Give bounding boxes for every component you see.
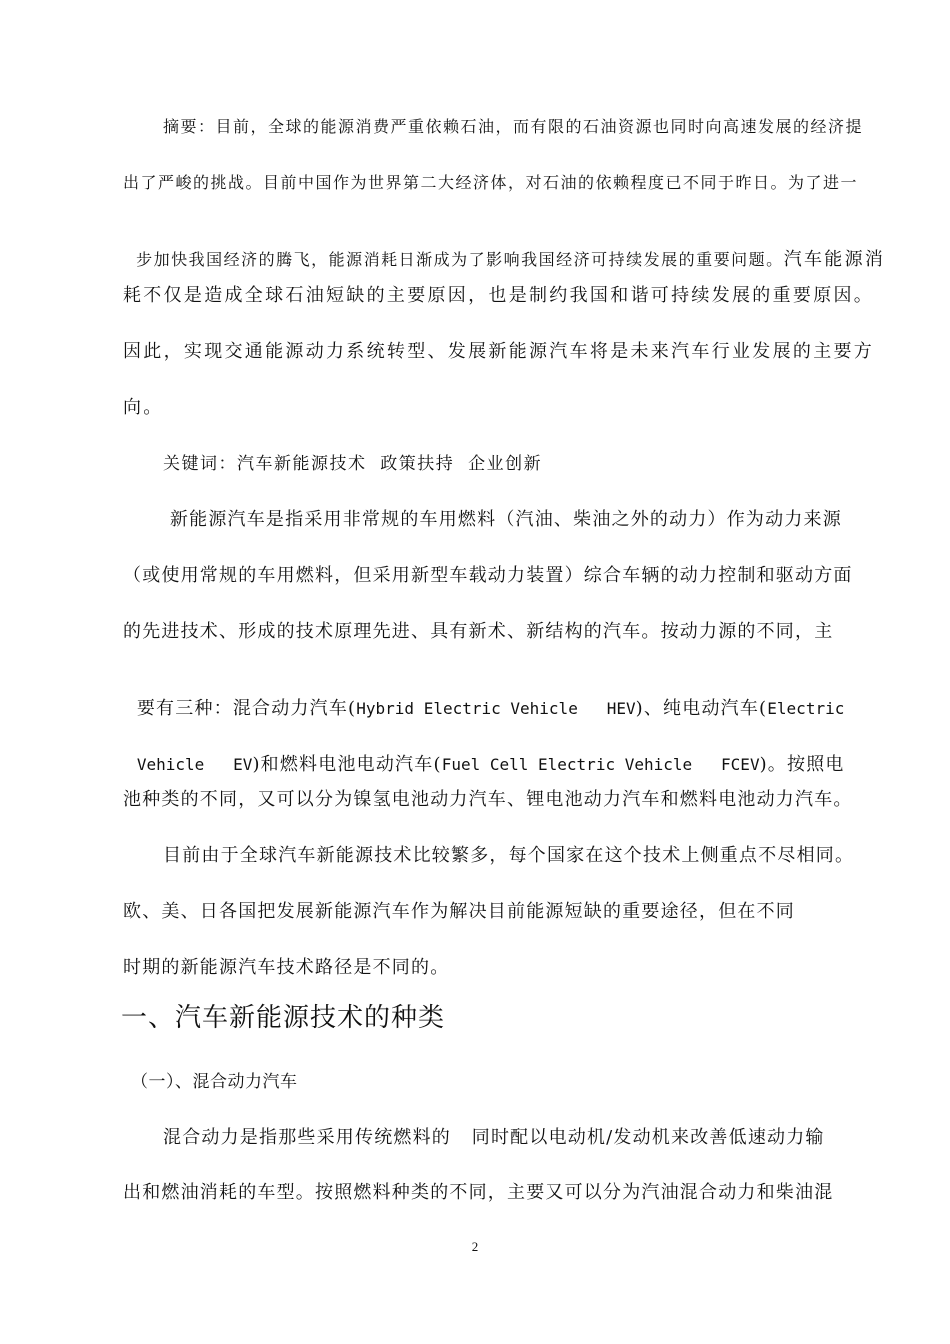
- intro-fcev-term: Fuel Cell Electric Vehicle FCEV: [441, 755, 760, 774]
- para2-line-1: 目前由于全球汽车新能源技术比较繁多，每个国家在这个技术上侧重点不尽相同。: [163, 845, 855, 866]
- intro-line-5-a: )和燃料电池电动汽车(: [252, 754, 442, 775]
- abstract-line-3-a: 步加快我国经济的腾飞，能源消耗日渐成为了影响我国经济可持续发展的重要问题。: [136, 250, 784, 269]
- section-heading: 一、汽车新能源技术的种类: [121, 1003, 446, 1033]
- abstract-line-5: 因此，实现交通能源动力系统转型、发展新能源汽车将是未来汽车行业发展的主要方: [123, 341, 875, 362]
- para3-line-1: 混合动力是指那些采用传统燃料的 同时配以电动机/发动机来改善低速动力输: [163, 1127, 825, 1148]
- intro-line-4: [123, 673, 844, 720]
- intro-line-5-b: )。按照电: [759, 754, 845, 775]
- intro-line-1: 新能源汽车是指采用非常规的车用燃料（汽油、柴油之外的动力）作为动力来源: [163, 509, 842, 530]
- para2-line-2: 欧、美、日各国把发展新能源汽车作为解决目前能源短缺的重要途径，但在不同: [123, 901, 795, 922]
- keywords-line: 关键词：汽车新能源技术 政策扶持 企业创新: [163, 454, 543, 474]
- intro-line-6: 池种类的不同，又可以分为镍氢电池动力汽车、锂电池动力汽车和燃料电池动力汽车。: [123, 789, 853, 810]
- abstract-line-2: 出了严峻的挑战。目前中国作为世界第二大经济体，对石油的依赖程度已不同于昨日。为了进一: [123, 173, 859, 192]
- intro-line-2: （或使用常规的车用燃料，但采用新型车载动力装置）综合车辆的动力控制和驱动方面: [123, 565, 853, 586]
- intro-line-4-b: )、纯电动汽车(: [635, 698, 768, 719]
- abstract-line-4: 耗不仅是造成全球石油短缺的主要原因，也是制约我国和谐可持续发展的重要原因。: [123, 285, 875, 306]
- intro-electric-term: Electric: [767, 699, 845, 718]
- subsection-heading: （一）、混合动力汽车: [131, 1072, 298, 1092]
- intro-line-4-a: 要有三种：混合动力汽车(: [136, 698, 357, 719]
- intro-hev-term: Hybrid Electric Vehicle HEV: [356, 699, 636, 718]
- page-number: 2: [471, 1239, 479, 1254]
- intro-line-3: 的先进技术、形成的技术原理先进、具有新术、新结构的汽车。按动力源的不同，主: [123, 621, 834, 642]
- abstract-line-1: 摘要：目前，全球的能源消费严重依赖石油，而有限的石油资源也同时向高速发展的经济提: [163, 117, 864, 136]
- abstract-line-3: [123, 226, 885, 271]
- abstract-line-6: 向。: [123, 397, 164, 418]
- abstract-line-3-b: 汽车能源消: [783, 249, 886, 270]
- para3-line-2: 出和燃油消耗的车型。按照燃料种类的不同，主要又可以分为汽油混合动力和柴油混: [123, 1182, 834, 1203]
- para2-line-3: 时期的新能源汽车技术路径是不同的。: [123, 957, 450, 978]
- intro-ev-term: Vehicle EV: [136, 755, 253, 774]
- intro-line-5: [123, 729, 845, 776]
